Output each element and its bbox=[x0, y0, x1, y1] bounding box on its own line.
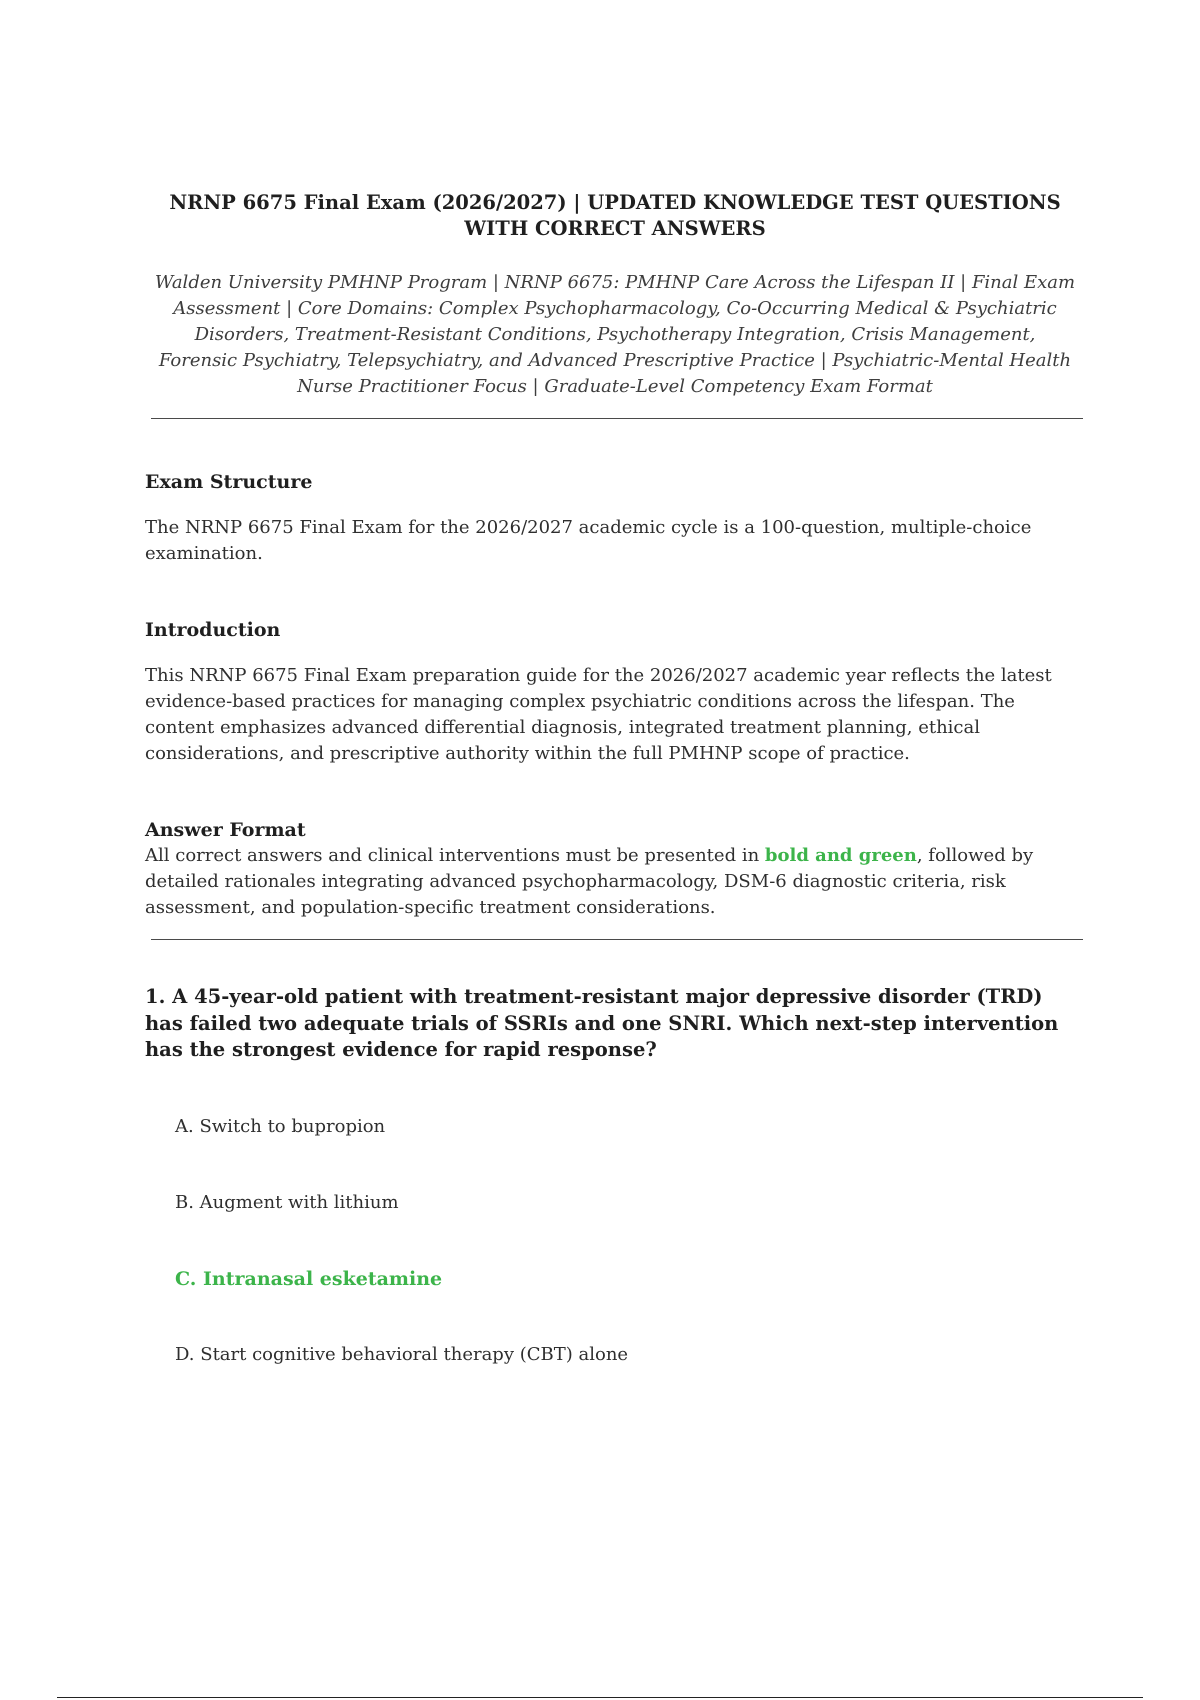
question-1-option-d: D. Start cognitive behavioral therapy (CBT) alone bbox=[175, 1343, 629, 1365]
introduction-text: This NRNP 6675 Final Exam preparation guide for the 2026/2027 academic year reflects the latest evidence-based practices for managing complex psychiatric conditions across the lifespan. The content emphasizes advanced differential diagnosis, integrated treatment planning, ethical considerations, and prescriptive authority within the full PMHNP scope of practice. bbox=[145, 665, 1052, 764]
question-1-stem: 1. A 45-year-old patient with treatment-resistant major depressive disorder (TRD) has failed two adequate trials of SSRIs and one SNRI. Which next-step intervention has the strongest evidence for rapid response? bbox=[145, 985, 1059, 1061]
section-divider bbox=[151, 939, 1083, 940]
answer-format-highlight: bold and green bbox=[764, 845, 917, 866]
introduction-heading: Introduction bbox=[145, 619, 281, 641]
question-1-option-c-correct: C. Intranasal esketamine bbox=[175, 1267, 443, 1290]
question-1-option-a: A. Switch to bupropion bbox=[175, 1115, 386, 1137]
document-subtitle: Walden University PMHNP Program | NRNP 6675: PMHNP Care Across the Lifespan II | Final Exam Assessment | Core Domains: Complex Psychopharmacology, Co-Occurring Medical & Psychiatric Disorders, Treatment-Resistant Conditions, Psychotherapy Integration, Crisis Management, Forensic Psychiatry, Telepsychiatry, and Advanced Prescriptive Practice | Psychiatric-Mental Health Nurse Practitioner Focus | Graduate-Level Competency Exam Format bbox=[154, 272, 1076, 397]
document-content bbox=[145, 190, 1085, 1368]
answer-format-text-after: , followed by detailed rationales integrating advanced psychopharmacology, DSM-6 diagnostic criteria, risk assessment, and population-specific treatment considerations. bbox=[145, 845, 1034, 918]
page-bottom-rule bbox=[57, 1697, 1143, 1698]
header-divider bbox=[151, 418, 1083, 419]
document-title: NRNP 6675 Final Exam (2026/2027) | UPDATED KNOWLEDGE TEST QUESTIONS WITH CORRECT ANSWERS bbox=[169, 191, 1061, 240]
question-1-option-b: B. Augment with lithium bbox=[175, 1191, 399, 1213]
answer-format-text-before: All correct answers and clinical interventions must be presented in bbox=[145, 845, 765, 866]
answer-format-heading: Answer Format bbox=[145, 819, 306, 841]
exam-structure-heading: Exam Structure bbox=[145, 471, 313, 493]
answer-format-text bbox=[145, 843, 1085, 921]
exam-structure-text: The NRNP 6675 Final Exam for the 2026/2027 academic cycle is a 100-question, multiple-choice examination. bbox=[145, 517, 1032, 564]
